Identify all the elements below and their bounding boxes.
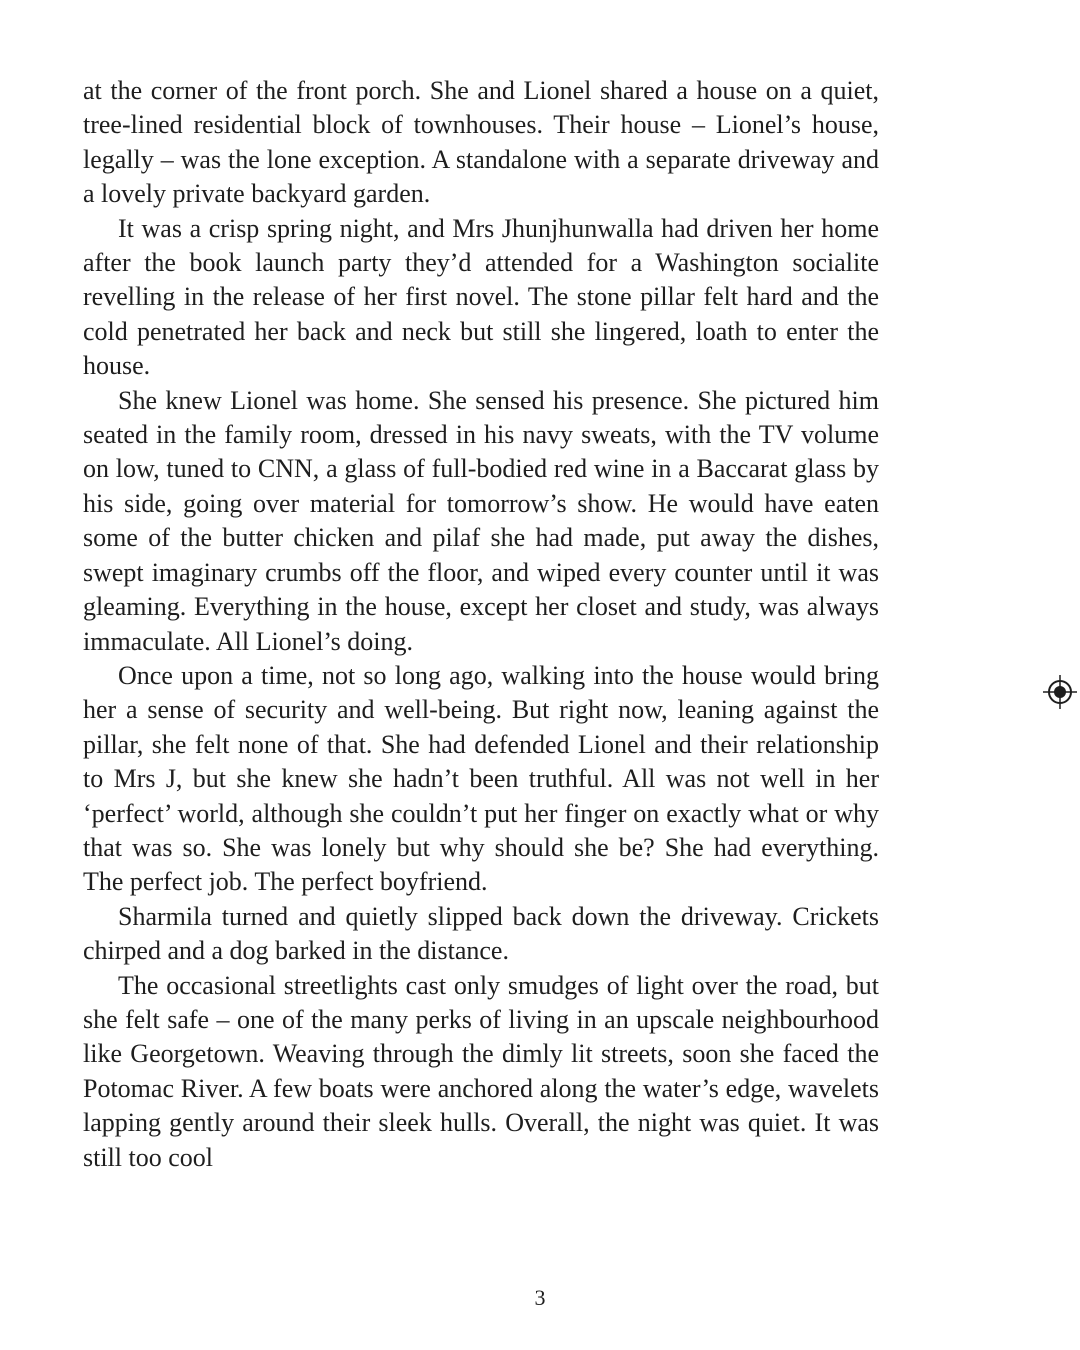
paragraph-4: Once upon a time, not so long ago, walking into the house would bring her a sense of security and well-being. But right now, leaning against the pillar, she felt none of that. She had defended Lionel and their relationship to Mrs J, but she knew she hadn’t been truthful. All was not well in her ‘perfect’ world, although she couldn’t put her finger on exactly what or why that was so. She was lonely but why should she be? She had everything. The perfect job. The perfect boyfriend. (83, 660, 879, 897)
body-text (83, 74, 879, 1175)
paragraph-5: Sharmila turned and quietly slipped back down the driveway. Crickets chirped and a dog barked in the distance. (83, 901, 879, 966)
page-number: 3 (534, 1285, 546, 1310)
crosshair-registration-icon (1043, 675, 1077, 709)
paragraph-1: at the corner of the front porch. She and Lionel shared a house on a quiet, tree-lined residential block of townhouses. Their house – Lionel’s house, legally – was the lone exception. A standalone with a separate driveway and a lovely private backyard garden. (83, 76, 879, 209)
paragraph-2: It was a crisp spring night, and Mrs Jhunjhunwalla had driven her home after the book launch party they’d attended for a Washington socialite revelling in the release of her first novel. The stone pillar felt hard and the cold penetrated her back and neck but still she lingered, loath to enter the house. (83, 213, 879, 381)
paragraph-3: She knew Lionel was home. She sensed his presence. She pictured him seated in the family room, dressed in his navy sweats, with the TV volume on low, tuned to CNN, a glass of full-bodied red wine in a Baccarat glass by his side, going over material for tomorrow’s show. He would have eaten some of the butter chicken and pilaf she had made, put away the dishes, swept imaginary crumbs off the floor, and wiped every counter until it was gleaming. Everything in the house, except her closet and study, was always immaculate. All Lionel’s doing. (83, 385, 879, 656)
paragraph-6: The occasional streetlights cast only smudges of light over the road, but she felt safe – one of the many perks of living in an upscale neighbourhood like Georgetown. Weaving through the dimly lit streets, soon she faced the Potomac River. A few boats were anchored along the water’s edge, wavelets lapping gently around their sleek hulls. Overall, the night was quiet. It was still too cool (83, 970, 879, 1172)
